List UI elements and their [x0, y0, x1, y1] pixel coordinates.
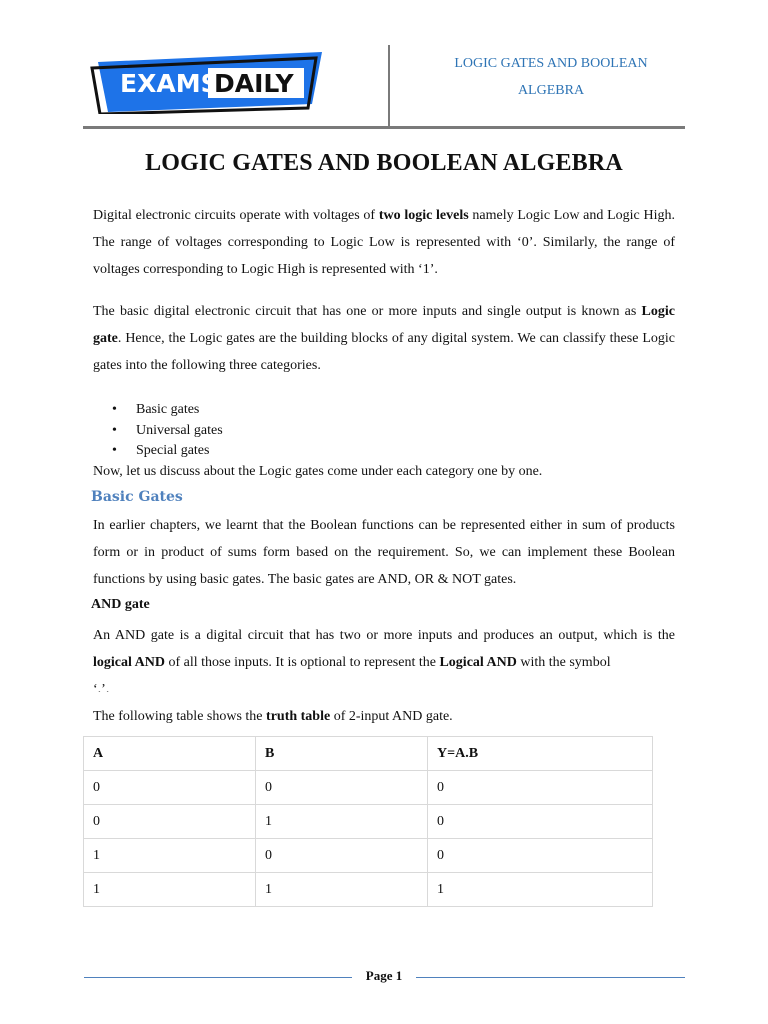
table-intro-bold: truth table: [266, 709, 331, 724]
header-divider-vertical: [388, 45, 390, 127]
header-title-line2: ALGEBRA: [517, 83, 585, 98]
list-item: • Special gates: [112, 441, 223, 462]
basic-gates-heading: Basic Gates: [91, 489, 183, 505]
table-cell: 0: [256, 839, 428, 873]
and-p-text-a: An AND gate is a digital circuit that has two or more inputs and produces an output, which is the: [93, 628, 675, 643]
table-intro: [93, 707, 453, 727]
intro-p2-text-b: . Hence, the Logic gates are the building blocks of any digital system. We can classify these Logic gates into the following three categories.: [93, 331, 675, 373]
page-header: [0, 0, 768, 130]
table-intro-text-a: The following table shows the: [93, 709, 267, 724]
gate-categories-list: [112, 400, 223, 462]
table-cell: 0: [428, 771, 653, 805]
footer-rule-right: [416, 977, 685, 978]
table-row: [84, 839, 653, 873]
table-header-row: [84, 737, 653, 771]
header-divider-horizontal: [83, 126, 685, 129]
column-header-y: Y=A.B: [428, 737, 653, 771]
header-title-line1: LOGIC GATES AND BOOLEAN: [454, 56, 648, 71]
transition-text: Now, let us discuss about the Logic gates come under each category one by one.: [93, 464, 543, 479]
column-header-a: A: [84, 737, 256, 771]
and-p-text-b: of all those inputs. It is optional to represent the: [164, 655, 440, 670]
table-cell: 1: [256, 873, 428, 907]
table-cell: 0: [256, 771, 428, 805]
column-header-b: B: [256, 737, 428, 771]
table-intro-text-b: of 2-input AND gate.: [330, 709, 453, 724]
table-cell: 0: [428, 805, 653, 839]
intro-p1-text-a: Digital electronic circuits operate with voltages of: [93, 208, 379, 223]
table-cell: 0: [84, 805, 256, 839]
footer-rule-left: [84, 977, 352, 978]
and-p-bold-1: logical AND: [93, 655, 165, 670]
intro-p2-bold: Logic gate: [93, 304, 675, 346]
and-symbol-text: ‘.’.: [93, 682, 110, 692]
logo-text-daily: DAILY: [214, 69, 294, 98]
page-number: Page 1: [365, 968, 403, 983]
table-cell: 1: [428, 873, 653, 907]
list-item: • Basic gates: [112, 400, 223, 421]
header-title: [420, 50, 682, 104]
intro-p2-text-a: The basic digital electronic circuit that has one or more inputs and single output is known as: [93, 304, 642, 319]
and-gate-paragraph: [93, 622, 675, 676]
table-cell: 0: [428, 839, 653, 873]
table-row: [84, 873, 653, 907]
intro-p1-text-b: namely Logic Low and Logic High. The range of voltages corresponding to Logic Low is represented with ‘0’. Similarly, the range of voltages corresponding to Logic High is represented with ‘1’.: [93, 208, 675, 277]
and-p-bold-2: Logical AND: [439, 655, 517, 670]
table-cell: 0: [84, 771, 256, 805]
table-cell: 1: [84, 839, 256, 873]
page-footer: [0, 962, 768, 992]
list-item: • Universal gates: [112, 421, 223, 442]
intro-p1-bold: two logic levels: [378, 208, 469, 223]
exams-daily-logo: [90, 48, 330, 114]
table-cell: 1: [256, 805, 428, 839]
table-cell: 1: [84, 873, 256, 907]
intro-paragraph-2: [93, 298, 675, 379]
page-title: LOGIC GATES AND BOOLEAN ALGEBRA: [145, 150, 623, 176]
and-truth-table: [83, 736, 653, 907]
logo-text-exams: EXAMS: [120, 69, 219, 98]
table-row: [84, 771, 653, 805]
intro-paragraph-1: [93, 202, 675, 283]
and-gate-heading: AND gate: [91, 597, 150, 612]
and-p-text-c: with the symbol: [516, 655, 611, 670]
basic-gates-paragraph: In earlier chapters, we learnt that the Boolean functions can be represented either in sum of products form or in product of sums form based on the requirement. So, we can implement these Boolean functions by using basic gates. The basic gates are AND, OR & NOT gates.: [93, 518, 675, 587]
table-row: [84, 805, 653, 839]
